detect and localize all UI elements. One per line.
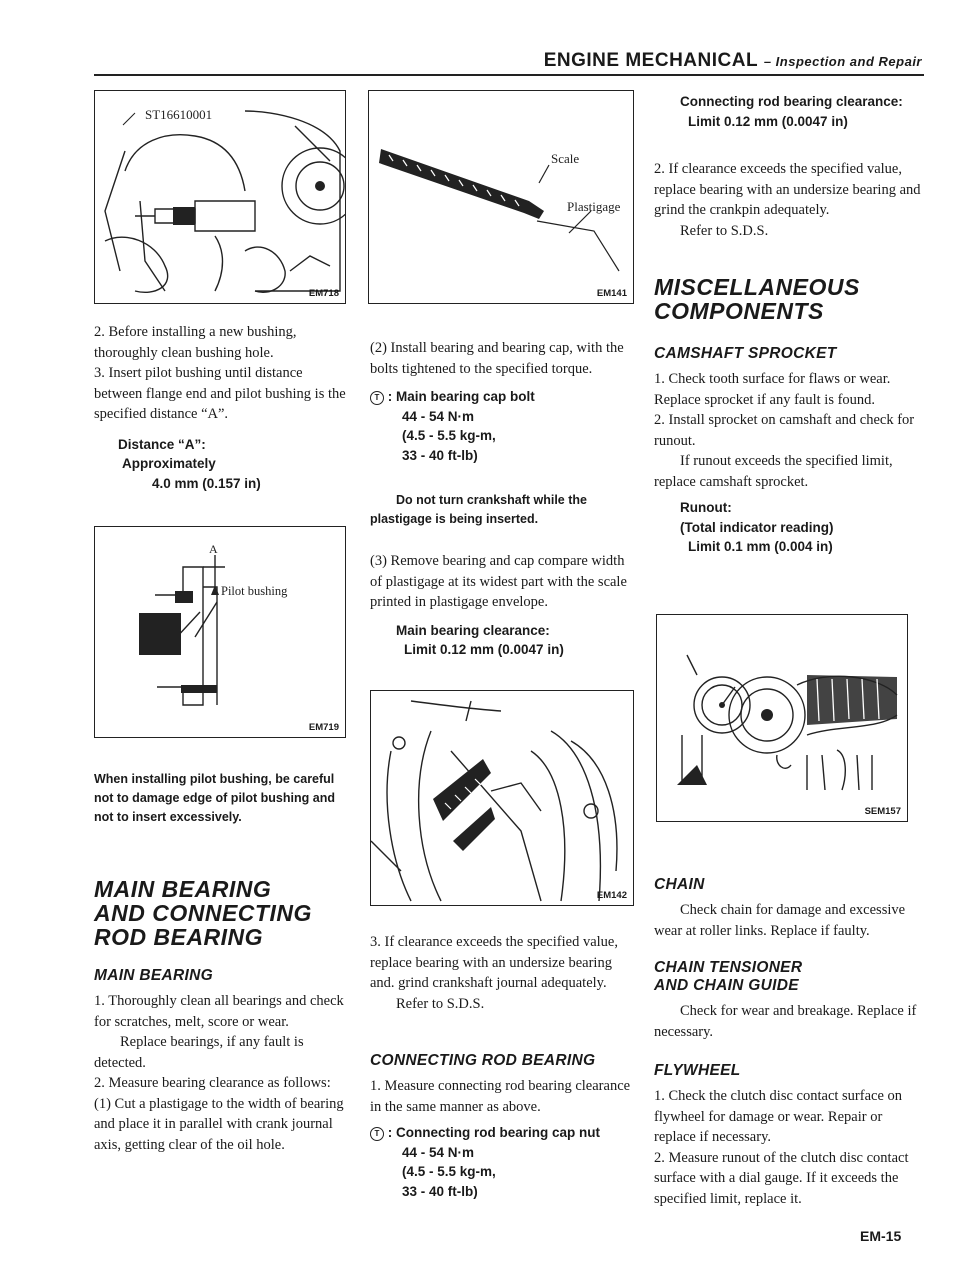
figure-em718 — [94, 90, 346, 304]
sprocket-runout-illustration — [657, 615, 907, 821]
caution-text: Do not turn crankshaft while the plastigage is being inserted. — [370, 493, 587, 526]
runout-limit: Limit 0.1 mm (0.004 in) — [688, 539, 833, 554]
figure-code: EM142 — [596, 890, 627, 901]
column-3 — [654, 92, 924, 557]
warning-text: When installing pilot bushing, be careful not to damage edge of pilot bushing and not to insert excessively. — [94, 772, 335, 824]
step-3-text: 3. If clearance exceeds the specified value, replace bearing with an undersize bearing and. grind crankshaft journal adequately. — [370, 934, 618, 991]
conrod-torque-nm: 44 - 54 N·m — [402, 1144, 475, 1160]
clearance-label: Main bearing clearance: — [396, 622, 550, 638]
sprocket-step-2: 2. Install sprocket on camshaft and check for runout. — [654, 412, 915, 449]
main-bearing-step-2-1: (1) Cut a plastigage to the width of bearing and place it in parallel with crank journal axis, getting clear of the oil hole. — [94, 1095, 344, 1153]
scale-label: Scale — [551, 151, 580, 166]
column-3-lower — [654, 876, 924, 1209]
runout-label: Runout: — [680, 500, 732, 515]
pilot-bushing-label: Pilot bushing — [221, 584, 288, 598]
flywheel-step-1: 1. Check the clutch disc contact surface on flywheel for damage or wear. Repair or replace if necessary. — [654, 1088, 903, 1145]
column-1-lower — [94, 770, 346, 1155]
column-2-lower — [370, 932, 632, 1201]
page-header — [522, 50, 922, 72]
misc-title-line-2: COMPONENTS — [654, 298, 824, 324]
section-title-line-3: ROD BEARING — [94, 924, 264, 950]
subheading-connecting-rod-bearing: CONNECTING ROD BEARING — [370, 1052, 596, 1069]
figure-sem157 — [656, 614, 908, 822]
figure-code: EM719 — [308, 722, 339, 733]
step-3-text: 3. Insert pilot bushing until distance between flange end and pilot bushing is the specified distance “A”. — [94, 365, 346, 422]
torque-wrench-icon: T — [370, 1127, 384, 1141]
section-title-misc — [654, 275, 924, 323]
conrod-torque-ftlb: 33 - 40 ft-lb) — [402, 1183, 478, 1199]
figure-code: EM718 — [308, 288, 339, 299]
conrod-step-1: 1. Measure connecting rod bearing clearance in the same manner as above. — [370, 1078, 631, 1115]
dimension-a-label: A — [209, 542, 218, 556]
torque-label: : Main bearing cap bolt — [387, 389, 535, 404]
runout-spec — [654, 498, 924, 557]
subheading-flywheel: FLYWHEEL — [654, 1062, 741, 1079]
figure-em719 — [94, 526, 346, 738]
conrod-clearance-label: Connecting rod bearing clearance: — [680, 94, 903, 109]
section-title-line-1: MAIN BEARING — [94, 876, 272, 902]
header-rule — [94, 74, 924, 76]
torque-spec-main — [370, 387, 632, 465]
plastigage-illustration — [369, 91, 633, 303]
distance-spec — [94, 435, 346, 494]
figure-code: EM141 — [596, 288, 627, 299]
section-title-line-2: AND CONNECTING — [94, 900, 312, 926]
header-title: ENGINE MECHANICAL — [543, 50, 759, 71]
refer-sds: Refer to S.D.S. — [396, 995, 485, 1012]
subheading-chain: CHAIN — [654, 876, 705, 893]
figure-em141 — [368, 90, 634, 304]
main-bearing-step-1: 1. Thoroughly clean all bearings and check for scratches, melt, score or wear. — [94, 993, 344, 1030]
column-1 — [94, 322, 346, 493]
refer-sds: Refer to S.D.S. — [680, 222, 769, 239]
subheading-camshaft-sprocket: CAMSHAFT SPROCKET — [654, 345, 837, 362]
bearing-measurement-illustration — [371, 691, 633, 905]
header-subtitle: – Inspection and Repair — [763, 54, 922, 69]
sprocket-runout-text: If runout exceeds the specified limit, replace camshaft sprocket. — [654, 453, 893, 490]
step-2-text: 2. Before installing a new bushing, thoroughly clean bushing hole. — [94, 324, 297, 361]
plastigage-label: Plastigage — [567, 199, 621, 214]
sprocket-step-1: 1. Check tooth surface for flaws or wear. Replace sprocket if any fault is found. — [654, 371, 891, 408]
torque-kgm: (4.5 - 5.5 kg-m, — [402, 428, 496, 443]
torque-ftlb: 33 - 40 ft-lb) — [402, 447, 478, 463]
figure-code: SEM157 — [864, 806, 901, 817]
pilot-bushing-diagram — [95, 527, 345, 737]
tensioner-title-line-1: CHAIN TENSIONER — [654, 959, 803, 976]
distance-value: 4.0 mm (0.157 in) — [152, 475, 261, 491]
misc-title-line-1: MISCELLANEOUS — [654, 274, 860, 300]
flywheel-step-2: 2. Measure runout of the clutch disc contact surface with a dial gauge. If it exceeds the specified limit, replace it. — [654, 1149, 909, 1207]
main-bearing-step-2: 2. Measure bearing clearance as follows: — [94, 1075, 331, 1091]
tool-number-label: ST16610001 — [145, 107, 213, 122]
conrod-clearance-spec — [654, 92, 924, 131]
step-2-3-text: (3) Remove bearing and cap compare width of plastigage at its widest part with the scale printed in plastigage envelope. — [370, 553, 627, 610]
torque-nm: 44 - 54 N·m — [402, 408, 475, 424]
conrod-torque-kgm: (4.5 - 5.5 kg-m, — [402, 1164, 496, 1179]
figure-em142 — [370, 690, 634, 906]
tool-illustration — [95, 91, 345, 303]
column-2 — [370, 338, 632, 660]
subheading-chain-tensioner — [654, 959, 924, 995]
chain-text: Check chain for damage and excessive wear at roller links. Replace if faulty. — [654, 902, 906, 939]
runout-tir: (Total indicator reading) — [680, 519, 834, 535]
conrod-step-2: 2. If clearance exceeds the specified value, replace bearing with an undersize bearing and grind the crankpin adequately. — [654, 161, 921, 218]
tensioner-title-line-2: AND CHAIN GUIDE — [654, 977, 799, 994]
distance-approx: Approximately — [122, 456, 216, 471]
main-bearing-replace: Replace bearings, if any fault is detected. — [94, 1034, 304, 1071]
torque-spec-conrod — [370, 1123, 632, 1201]
clearance-limit: Limit 0.12 mm (0.0047 in) — [404, 642, 564, 657]
subheading-main-bearing: MAIN BEARING — [94, 967, 213, 984]
page-number: EM-15 — [860, 1228, 902, 1244]
step-2-2-text: (2) Install bearing and bearing cap, with the bolts tightened to the specified torque. — [370, 340, 624, 377]
main-clearance-spec — [370, 621, 632, 660]
conrod-torque-label: : Connecting rod bearing cap nut — [387, 1125, 601, 1140]
conrod-clearance-limit: Limit 0.12 mm (0.0047 in) — [688, 113, 848, 129]
torque-wrench-icon: T — [370, 391, 384, 405]
tensioner-text: Check for wear and breakage. Replace if necessary. — [654, 1003, 917, 1040]
distance-label: Distance “A”: — [118, 436, 206, 452]
section-title-main-bearing — [94, 877, 346, 949]
